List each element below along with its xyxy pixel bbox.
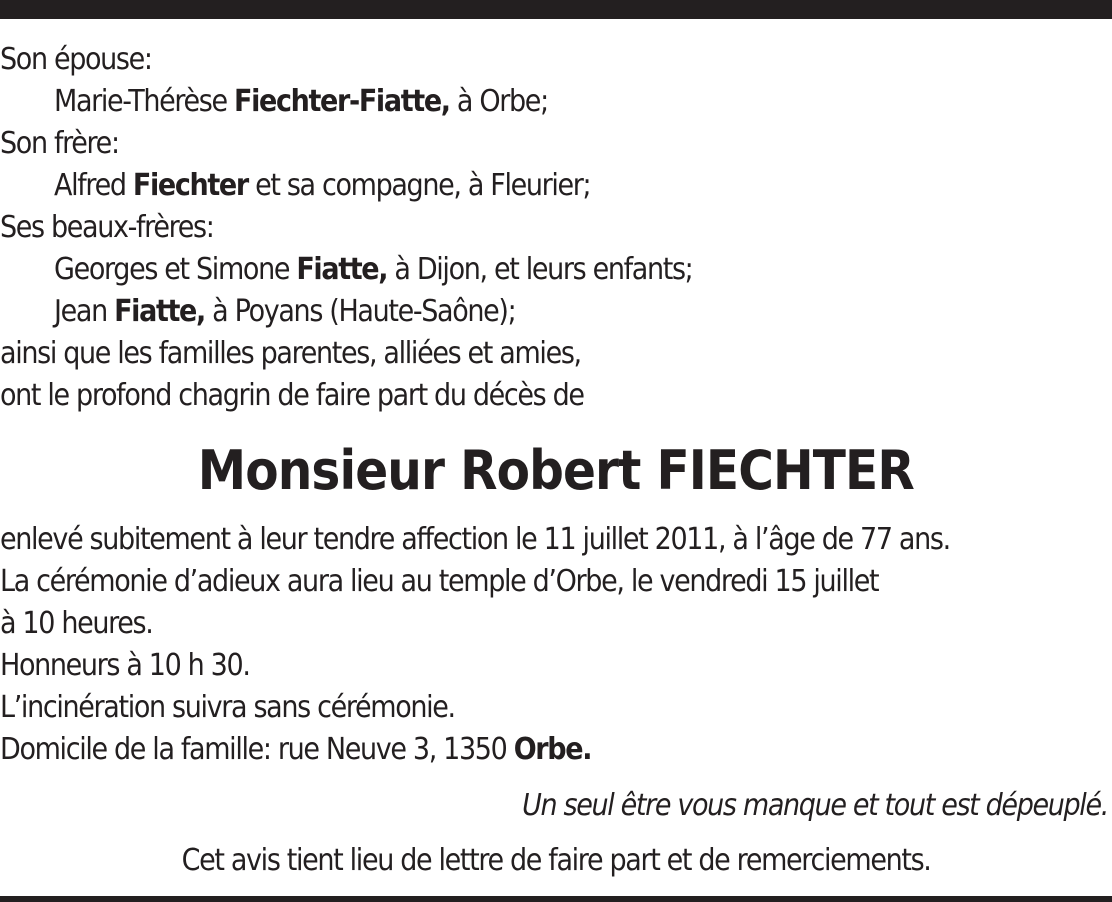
- spouse-surname: Fiechter-Fiatte,: [234, 84, 450, 119]
- deceased-name: [0, 436, 1112, 506]
- motto-quote: Un seul être vous manque et tout est dépeuplé.: [522, 788, 1108, 823]
- spouse-name-pre: Marie-Thérèse: [54, 84, 235, 119]
- footer-notice-text: Cet avis tient lieu de lettre de faire part et de remerciements.: [181, 843, 931, 878]
- details-line-4: Honneurs à 10 h 30.: [0, 648, 250, 683]
- inlaw2-pre: Jean: [54, 294, 115, 329]
- spouse-name-post: à Orbe;: [449, 84, 548, 119]
- inlaws-heading: Ses beaux-frères:: [0, 210, 214, 245]
- inlaw2-line: [54, 292, 515, 332]
- domicile-pre: Domicile de la famille: rue Neuve 3, 1350: [0, 732, 514, 767]
- inlaw2-post: à Poyans (Haute-Saône);: [204, 294, 516, 329]
- details-line-1: enlevé subitement à leur tendre affection le 11 juillet 2011, à l’âge de 77 ans.: [0, 522, 950, 557]
- spouse-heading: Son épouse:: [0, 42, 152, 77]
- inlaw1-post: à Dijon, et leurs enfants;: [387, 252, 693, 287]
- domicile-town: Orbe.: [513, 732, 592, 767]
- inlaw1-pre: Georges et Simone: [54, 252, 297, 287]
- brother-heading: Son frère:: [0, 126, 119, 161]
- details-line-3: à 10 heures.: [0, 606, 153, 641]
- details-line-2: [0, 562, 1112, 602]
- closing-line-1: ainsi que les familles parentes, alliées et amies,: [0, 336, 581, 371]
- spouse-line: [54, 82, 548, 122]
- top-border-rule: [0, 0, 1112, 19]
- details-line-2-text: La cérémonie d’adieux aura lieu au temple d’Orbe, le vendredi 15 juillet: [0, 564, 879, 599]
- inlaw1-line: [54, 250, 692, 290]
- details-line-5: L’incinération suivra sans cérémonie.: [0, 690, 455, 725]
- brother-surname: Fiechter: [132, 168, 248, 203]
- closing-line-2: ont le profond chagrin de faire part du décès de: [0, 378, 584, 413]
- details-line-6: [0, 730, 591, 770]
- brother-line: [54, 166, 590, 206]
- inlaw1-surname: Fiatte,: [296, 252, 388, 287]
- brother-post: et sa compagne, à Fleurier;: [247, 168, 591, 203]
- inlaw2-surname: Fiatte,: [114, 294, 205, 329]
- deceased-name-text: Monsieur Robert FIECHTER: [197, 439, 915, 502]
- bottom-border-rule: [0, 896, 1112, 902]
- footer-notice: [0, 841, 1112, 881]
- brother-pre: Alfred: [54, 168, 133, 203]
